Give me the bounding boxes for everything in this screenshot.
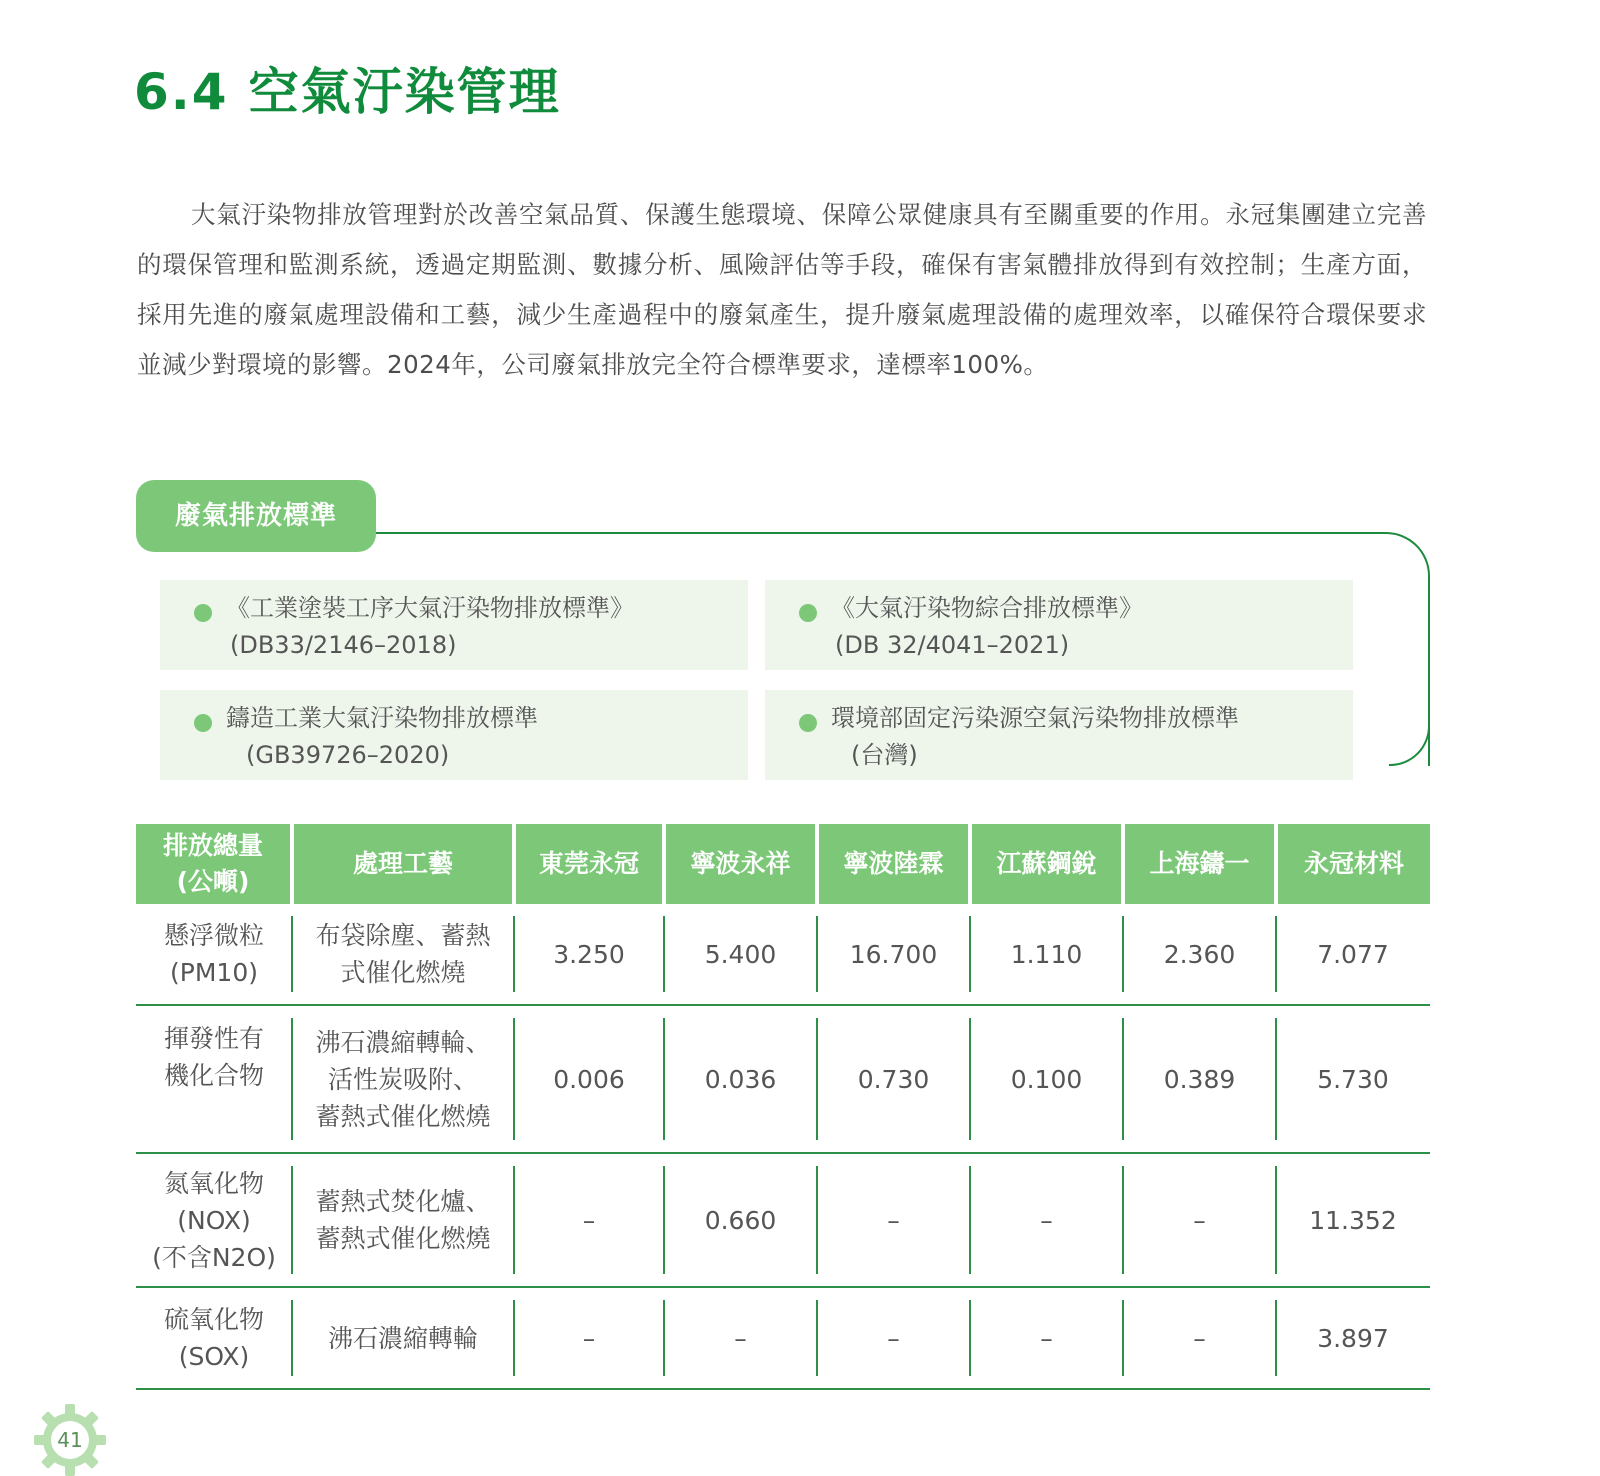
value-text: – <box>887 1205 900 1235</box>
value-cell <box>1123 1153 1276 1287</box>
standard-name: 《工業塗裝工序大氣汙染物排放標準》 <box>226 594 634 622</box>
value-text: 5.400 <box>704 939 777 969</box>
value-cell <box>664 904 817 1005</box>
column-header: 排放總量 (公噸) <box>136 824 292 904</box>
value-text: 2.360 <box>1163 939 1236 969</box>
standard-name: 《大氣汙染物綜合排放標準》 <box>831 594 1143 622</box>
column-header: 寧波永祥 <box>664 824 817 904</box>
process-cell <box>292 904 514 1005</box>
value-text: 0.100 <box>1010 1064 1083 1094</box>
pollutant-cell: 懸浮微粒 (PM10) <box>136 904 292 1005</box>
process-text: 沸石濃縮轉輪 <box>327 1323 478 1353</box>
value-cell <box>970 1005 1123 1153</box>
value-cell <box>664 1005 817 1153</box>
value-cell <box>817 904 970 1005</box>
value-cell <box>1123 904 1276 1005</box>
value-text: 0.660 <box>704 1205 777 1235</box>
value-text: 16.700 <box>849 939 938 969</box>
value-text: – <box>582 1205 596 1235</box>
value-text: 3.897 <box>1317 1323 1389 1353</box>
value-cell <box>817 1005 970 1153</box>
intro-paragraph: 大氣汙染物排放管理對於改善空氣品質、保護生態環境、保障公眾健康具有至關重要的作用。永冠集團建立完善的環保管理和監測系統，透過定期監測、數據分析、風險評估等手段，確保有害氣體排放得到有效控制；生產方面，採用先進的廢氣處理設備和工藝，減少生產過程中的廢氣產生，提升廢氣處理設備的處理效率，以確保符合環保要求並減少對環境的影響。2024年，公司廢氣排放完全符合標準要求，達標率100%。 <box>137 200 1427 379</box>
value-text: – <box>1040 1205 1053 1235</box>
standard-name: 鑄造工業大氣汙染物排放標準 <box>226 704 538 732</box>
value-cell <box>1276 1287 1430 1389</box>
column-header: 處理工藝 <box>292 824 514 904</box>
bullet-dot-icon <box>799 604 817 622</box>
column-header: 上海鑄一 <box>1123 824 1276 904</box>
value-cell <box>664 1287 817 1389</box>
standard-item <box>765 690 1353 780</box>
value-cell <box>817 1287 970 1389</box>
standards-tab: 廢氣排放標準 <box>136 480 376 552</box>
standard-code: (GB39726–2020) <box>246 741 450 769</box>
pollutant-cell: 氮氧化物 (NOX) (不含N2O) <box>136 1153 292 1287</box>
value-cell <box>1123 1287 1276 1389</box>
value-cell <box>514 1287 664 1389</box>
value-cell <box>970 904 1123 1005</box>
process-text: 沸石濃縮轉輪、 活性炭吸附、 蓄熱式催化燃燒 <box>315 1027 491 1131</box>
column-header: 永冠材料 <box>1276 824 1430 904</box>
table-row <box>136 1287 1430 1389</box>
value-text: 3.250 <box>553 939 625 969</box>
bullet-dot-icon <box>799 714 817 732</box>
table-row <box>136 904 1430 1005</box>
value-cell <box>514 1153 664 1287</box>
value-text: 0.006 <box>553 1064 625 1094</box>
section-number: 6.4 <box>134 63 229 121</box>
standard-code: (台灣) <box>851 741 918 769</box>
standard-item <box>765 580 1353 670</box>
column-header: 江蘇鋼銳 <box>970 824 1123 904</box>
value-cell <box>664 1153 817 1287</box>
standard-name: 環境部固定污染源空氣污染物排放標準 <box>831 704 1239 732</box>
bullet-dot-icon <box>194 714 212 732</box>
table-row <box>136 1153 1430 1287</box>
value-cell <box>514 904 664 1005</box>
value-text: – <box>1193 1205 1206 1235</box>
column-header: 寧波陸霖 <box>817 824 970 904</box>
value-text: 0.730 <box>857 1064 930 1094</box>
emissions-table <box>136 824 1430 1390</box>
value-cell <box>1123 1005 1276 1153</box>
standard-code: (DB33/2146–2018) <box>230 631 457 659</box>
value-cell <box>970 1287 1123 1389</box>
value-text: 5.730 <box>1317 1064 1389 1094</box>
table-row <box>136 1005 1430 1153</box>
value-text: 0.389 <box>1163 1064 1236 1094</box>
section-title-text: 空氣汙染管理 <box>248 63 561 121</box>
standard-item <box>160 580 748 670</box>
column-header: 東莞永冠 <box>514 824 664 904</box>
value-text: – <box>734 1323 747 1353</box>
value-text: 0.036 <box>704 1064 777 1094</box>
pollutant-cell: 揮發性有 機化合物 <box>136 1005 292 1153</box>
value-cell <box>514 1005 664 1153</box>
pollutant-cell: 硫氧化物 (SOX) <box>136 1287 292 1389</box>
process-cell <box>292 1287 514 1389</box>
standard-item <box>160 690 748 780</box>
value-cell <box>970 1153 1123 1287</box>
value-cell <box>1276 1153 1430 1287</box>
value-text: – <box>582 1323 596 1353</box>
section-title <box>134 60 561 124</box>
bullet-dot-icon <box>194 604 212 622</box>
process-cell <box>292 1153 514 1287</box>
value-text: – <box>1040 1323 1053 1353</box>
value-cell <box>1276 904 1430 1005</box>
table-header-row <box>136 824 1430 904</box>
process-cell <box>292 1005 514 1153</box>
value-cell <box>1276 1005 1430 1153</box>
process-text: 蓄熱式焚化爐、 蓄熱式催化燃燒 <box>315 1187 491 1253</box>
standard-code: (DB 32/4041–2021) <box>835 631 1070 659</box>
value-text: – <box>887 1323 900 1353</box>
process-text: 布袋除塵、蓄熱 式催化燃燒 <box>315 921 491 987</box>
value-text: – <box>1193 1323 1206 1353</box>
value-text: 1.110 <box>1010 939 1083 969</box>
page-number: 41 <box>57 1428 83 1452</box>
value-text: 11.352 <box>1309 1205 1397 1235</box>
value-cell <box>817 1153 970 1287</box>
value-text: 7.077 <box>1317 939 1389 969</box>
